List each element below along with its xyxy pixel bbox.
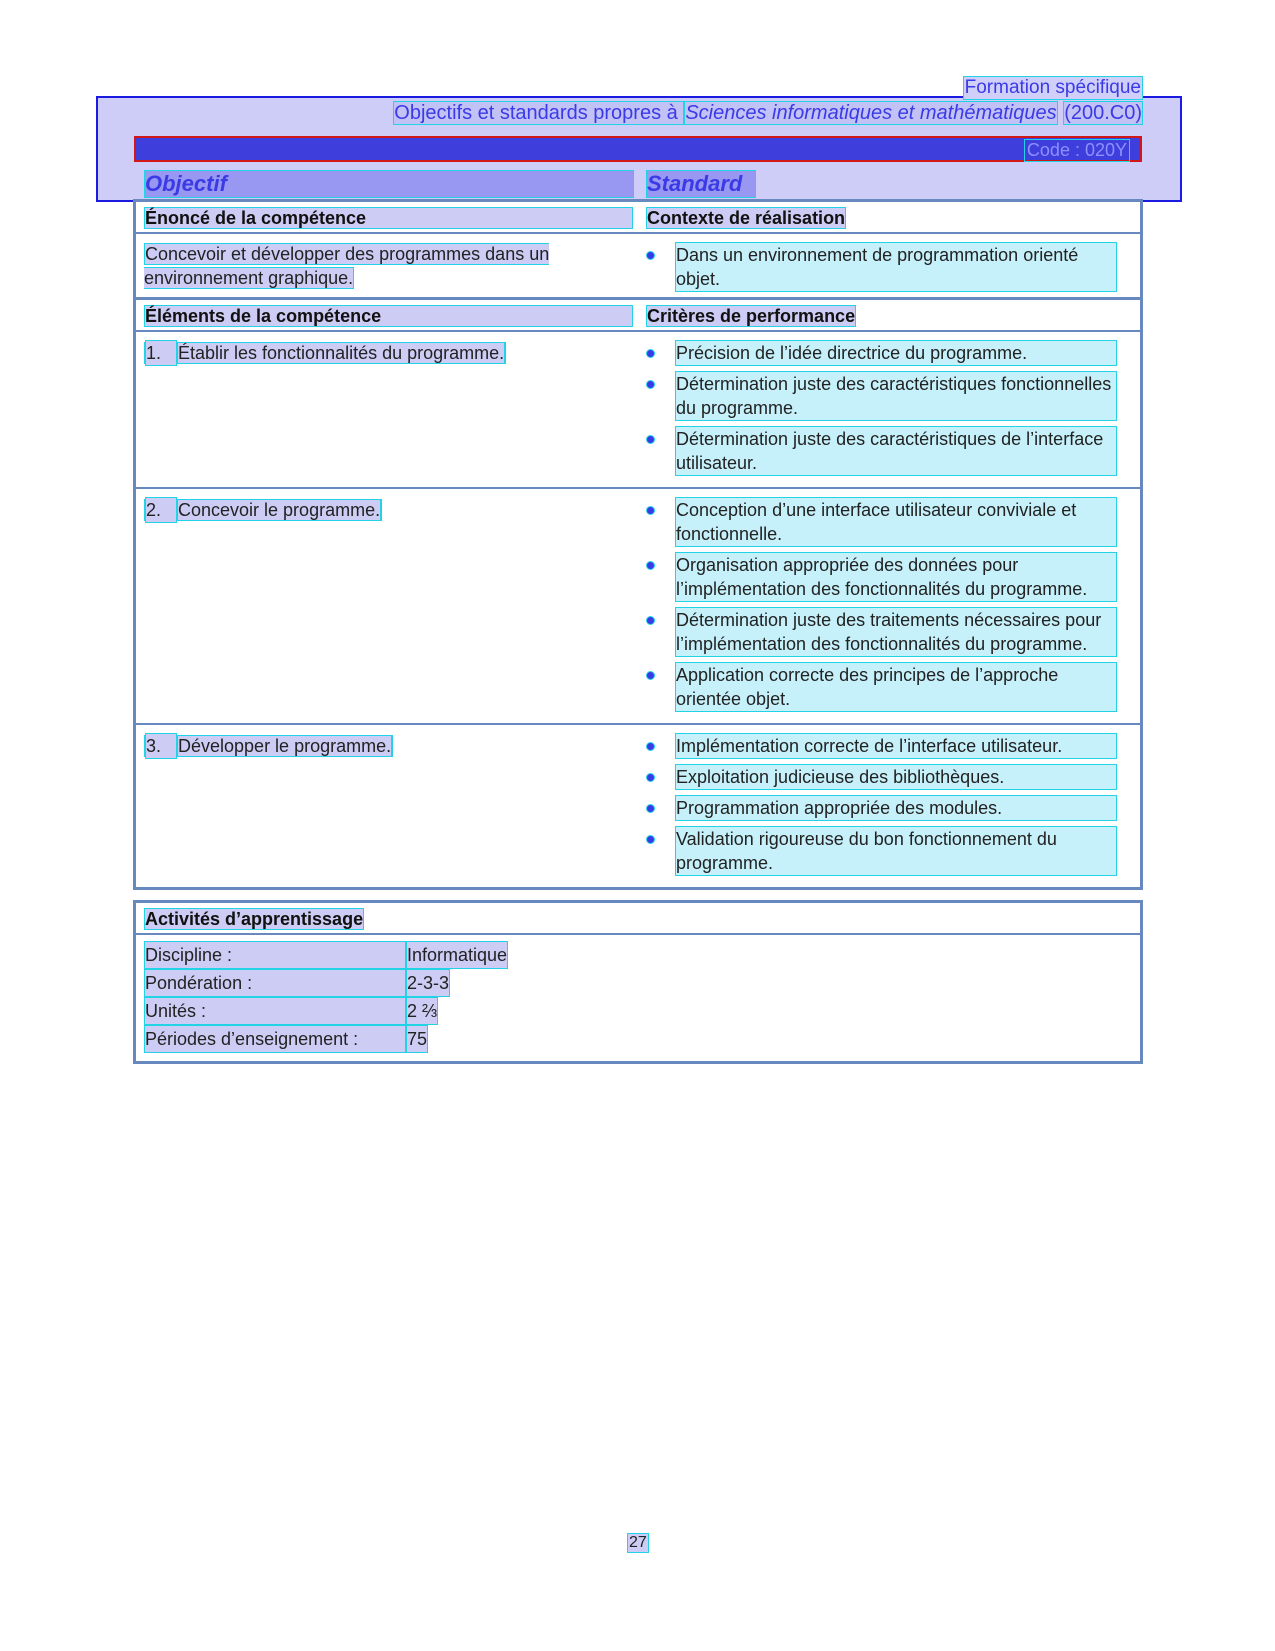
element-text: 3. Développer le programme.	[144, 733, 634, 759]
criterion-item: Conception d’une interface utilisateur conviviale et fonctionnelle.	[646, 497, 1140, 547]
bullet-icon	[646, 804, 655, 813]
program-subtitle	[393, 102, 1143, 125]
bullet-icon	[646, 561, 655, 570]
element-text: 1. Établir les fonctionnalités du programme.	[144, 340, 634, 366]
criterion-item: Détermination juste des caractéristiques fonctionnelles du programme.	[646, 371, 1140, 421]
criterion-item: Détermination juste des caractéristiques de l’interface utilisateur.	[646, 426, 1140, 476]
enonce-right-header: Contexte de réalisation	[647, 208, 846, 228]
element-row	[136, 332, 1140, 489]
context-item: Dans un environnement de programmation orienté objet.	[646, 242, 1140, 292]
activities-section	[133, 900, 1143, 1064]
activity-label: Périodes d’enseignement :	[144, 1025, 406, 1053]
bullet-icon	[646, 616, 655, 625]
bullet-icon	[646, 773, 655, 782]
activity-row	[144, 969, 1140, 997]
bullet-icon	[646, 671, 655, 680]
criterion-item: Précision de l’idée directrice du programme.	[646, 340, 1140, 366]
elements-section	[133, 297, 1143, 890]
element-row	[136, 489, 1140, 725]
page-number: 27	[629, 1534, 647, 1551]
criterion-item: Programmation appropriée des modules.	[646, 795, 1140, 821]
activity-label: Pondération :	[144, 969, 406, 997]
criterion-item: Validation rigoureuse du bon fonctionnement du programme.	[646, 826, 1140, 876]
competency-code: Code : 020Y	[1024, 139, 1130, 162]
bullet-icon	[646, 349, 655, 358]
subtitle-program: Sciences informatiques et mathématiques	[685, 102, 1057, 124]
activity-value: 2-3-3	[406, 969, 450, 997]
activity-row	[144, 1025, 1140, 1053]
activity-value: Informatique	[406, 941, 508, 969]
objectif-label: Objectif	[144, 170, 634, 198]
activity-value: 75	[406, 1025, 428, 1053]
enonce-left-header: Énoncé de la compétence	[144, 207, 633, 229]
elements-header	[136, 300, 1140, 332]
activities-title: Activités d’apprentissage	[145, 909, 364, 929]
bullet-icon	[646, 380, 655, 389]
subtitle-code: (200.C0)	[1064, 102, 1142, 124]
elements-right-header: Critères de performance	[647, 306, 856, 326]
element-text: 2. Concevoir le programme.	[144, 497, 634, 523]
enonce-row	[136, 234, 1140, 303]
competency-statement: Concevoir et développer des programmes dans un environnement graphique.	[144, 244, 550, 288]
criterion-item: Implémentation correcte de l’interface utilisateur.	[646, 733, 1140, 759]
formation-title: Formation spécifique	[964, 77, 1141, 98]
element-row	[136, 725, 1140, 887]
enonce-header	[136, 202, 1140, 234]
bullet-icon	[646, 742, 655, 751]
bullet-icon	[646, 435, 655, 444]
bullet-icon	[646, 251, 655, 260]
activity-label: Discipline :	[144, 941, 406, 969]
activity-row	[144, 941, 1140, 969]
activity-value: 2 ⅔	[406, 997, 438, 1025]
criterion-item: Organisation appropriée des données pour l’implémentation des fonctionnalités du programme.	[646, 552, 1140, 602]
activities-header	[136, 903, 1140, 935]
enonce-section	[133, 199, 1143, 306]
code-bar	[134, 136, 1142, 162]
activity-row	[144, 997, 1140, 1025]
criterion-item: Exploitation judicieuse des bibliothèques.	[646, 764, 1140, 790]
elements-left-header: Éléments de la compétence	[144, 305, 633, 327]
activities-list	[136, 935, 1140, 1061]
bullet-icon	[646, 835, 655, 844]
criterion-item: Application correcte des principes de l’approche orientée objet.	[646, 662, 1140, 712]
standard-label: Standard	[646, 170, 756, 198]
bullet-icon	[646, 506, 655, 515]
criterion-item: Détermination juste des traitements nécessaires pour l’implémentation des fonctionnalités du programme.	[646, 607, 1140, 657]
activity-label: Unités :	[144, 997, 406, 1025]
subtitle-prefix: Objectifs et standards propres à	[394, 102, 684, 124]
